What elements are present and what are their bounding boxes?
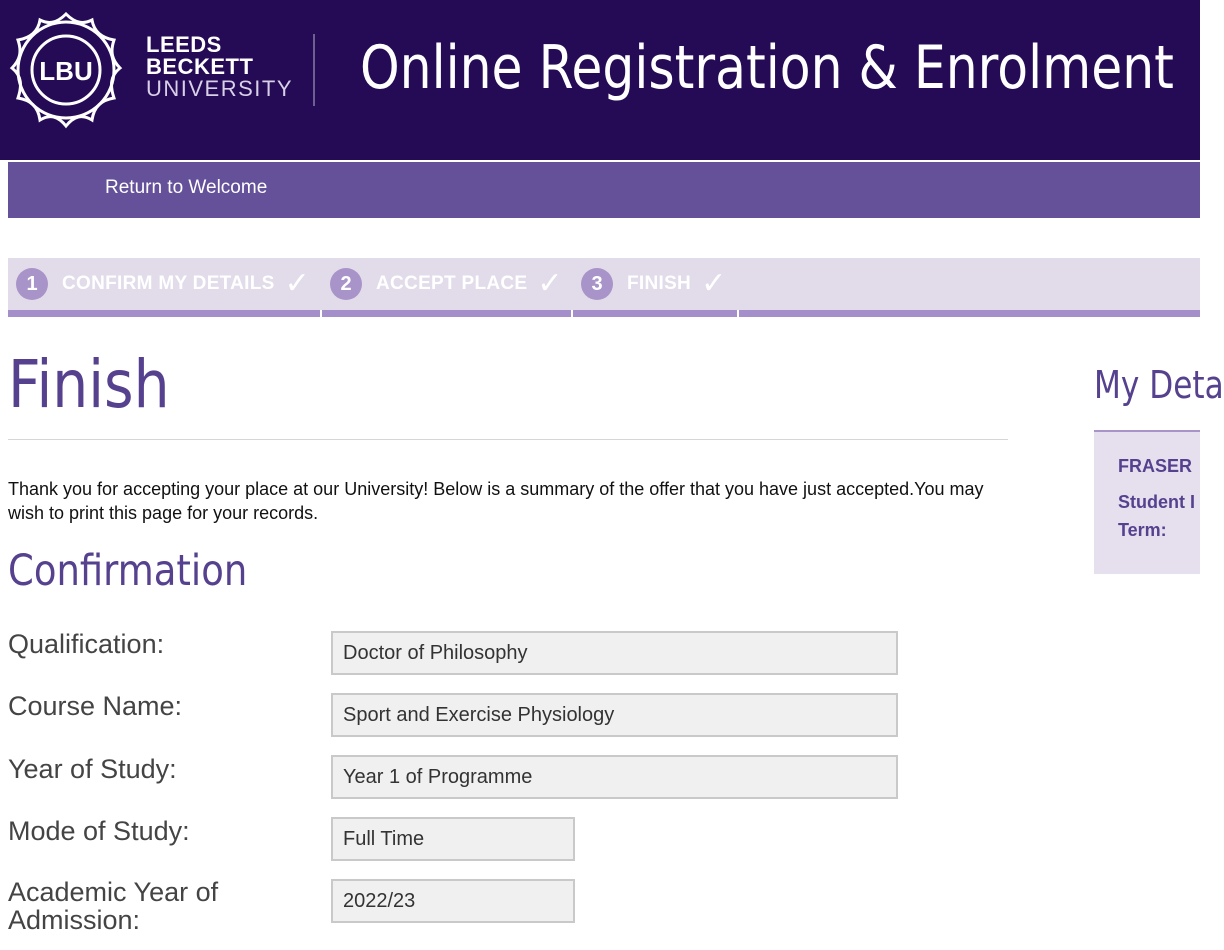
academic-year-field[interactable] — [331, 879, 575, 923]
student-name: FRASER — [1118, 456, 1193, 476]
step-number-badge: 2 — [330, 268, 362, 300]
step-divider — [737, 310, 739, 317]
site-header — [0, 0, 1200, 160]
my-details-title: My Deta — [1094, 363, 1224, 407]
wordmark-line-1: LEEDS — [146, 32, 222, 57]
step-confirm-my-details[interactable] — [16, 266, 310, 302]
nav-bar — [8, 162, 1200, 218]
title-divider — [8, 439, 1008, 440]
course-name-field[interactable] — [331, 693, 898, 737]
university-wordmark[interactable] — [146, 34, 293, 100]
mode-of-study-label: Mode of Study: — [8, 816, 190, 846]
page-title: Finish — [8, 346, 170, 423]
student-id-label: Student I — [1118, 492, 1195, 512]
header-divider — [313, 34, 315, 106]
app-title: Online Registration & Enrolment — [360, 33, 1174, 103]
qualification-label: Qualification: — [8, 629, 165, 659]
return-to-welcome-link[interactable]: Return to Welcome — [105, 177, 268, 198]
logo-monogram: LBU — [39, 56, 93, 86]
wordmark-line-3: UNIVERSITY — [146, 76, 294, 101]
step-number-badge: 3 — [581, 268, 613, 300]
intro-text: Thank you for accepting your place at our University! Below is a summary of the offer that you have just accepted.You may wish to print this page for your records. — [8, 479, 984, 523]
checkmark-icon: ✓ — [537, 267, 563, 300]
step-accept-place[interactable] — [330, 266, 563, 302]
step-finish[interactable] — [581, 266, 726, 302]
wordmark-line-2: BECKETT — [146, 54, 254, 79]
checkmark-icon: ✓ — [701, 267, 727, 300]
academic-year-label: Academic Year of Admission: — [8, 877, 219, 935]
mode-of-study-field[interactable] — [331, 817, 575, 861]
step-label: FINISH — [627, 273, 692, 294]
progress-steps-underline — [8, 310, 1200, 317]
term-label: Term: — [1118, 520, 1167, 540]
section-title-confirmation: Confirmation — [8, 546, 248, 596]
course-name-label: Course Name: — [8, 691, 183, 721]
step-label: CONFIRM MY DETAILS — [62, 273, 275, 294]
checkmark-icon: ✓ — [284, 267, 310, 300]
step-divider — [571, 310, 573, 317]
year-of-study-field[interactable] — [331, 755, 898, 799]
university-rose-emblem-icon[interactable] — [6, 10, 126, 130]
step-divider — [320, 310, 322, 317]
qualification-field[interactable] — [331, 631, 898, 675]
step-label: ACCEPT PLACE — [376, 273, 528, 294]
step-number-badge: 1 — [16, 268, 48, 300]
year-of-study-label: Year of Study: — [8, 754, 177, 784]
my-details-panel — [1094, 430, 1200, 574]
